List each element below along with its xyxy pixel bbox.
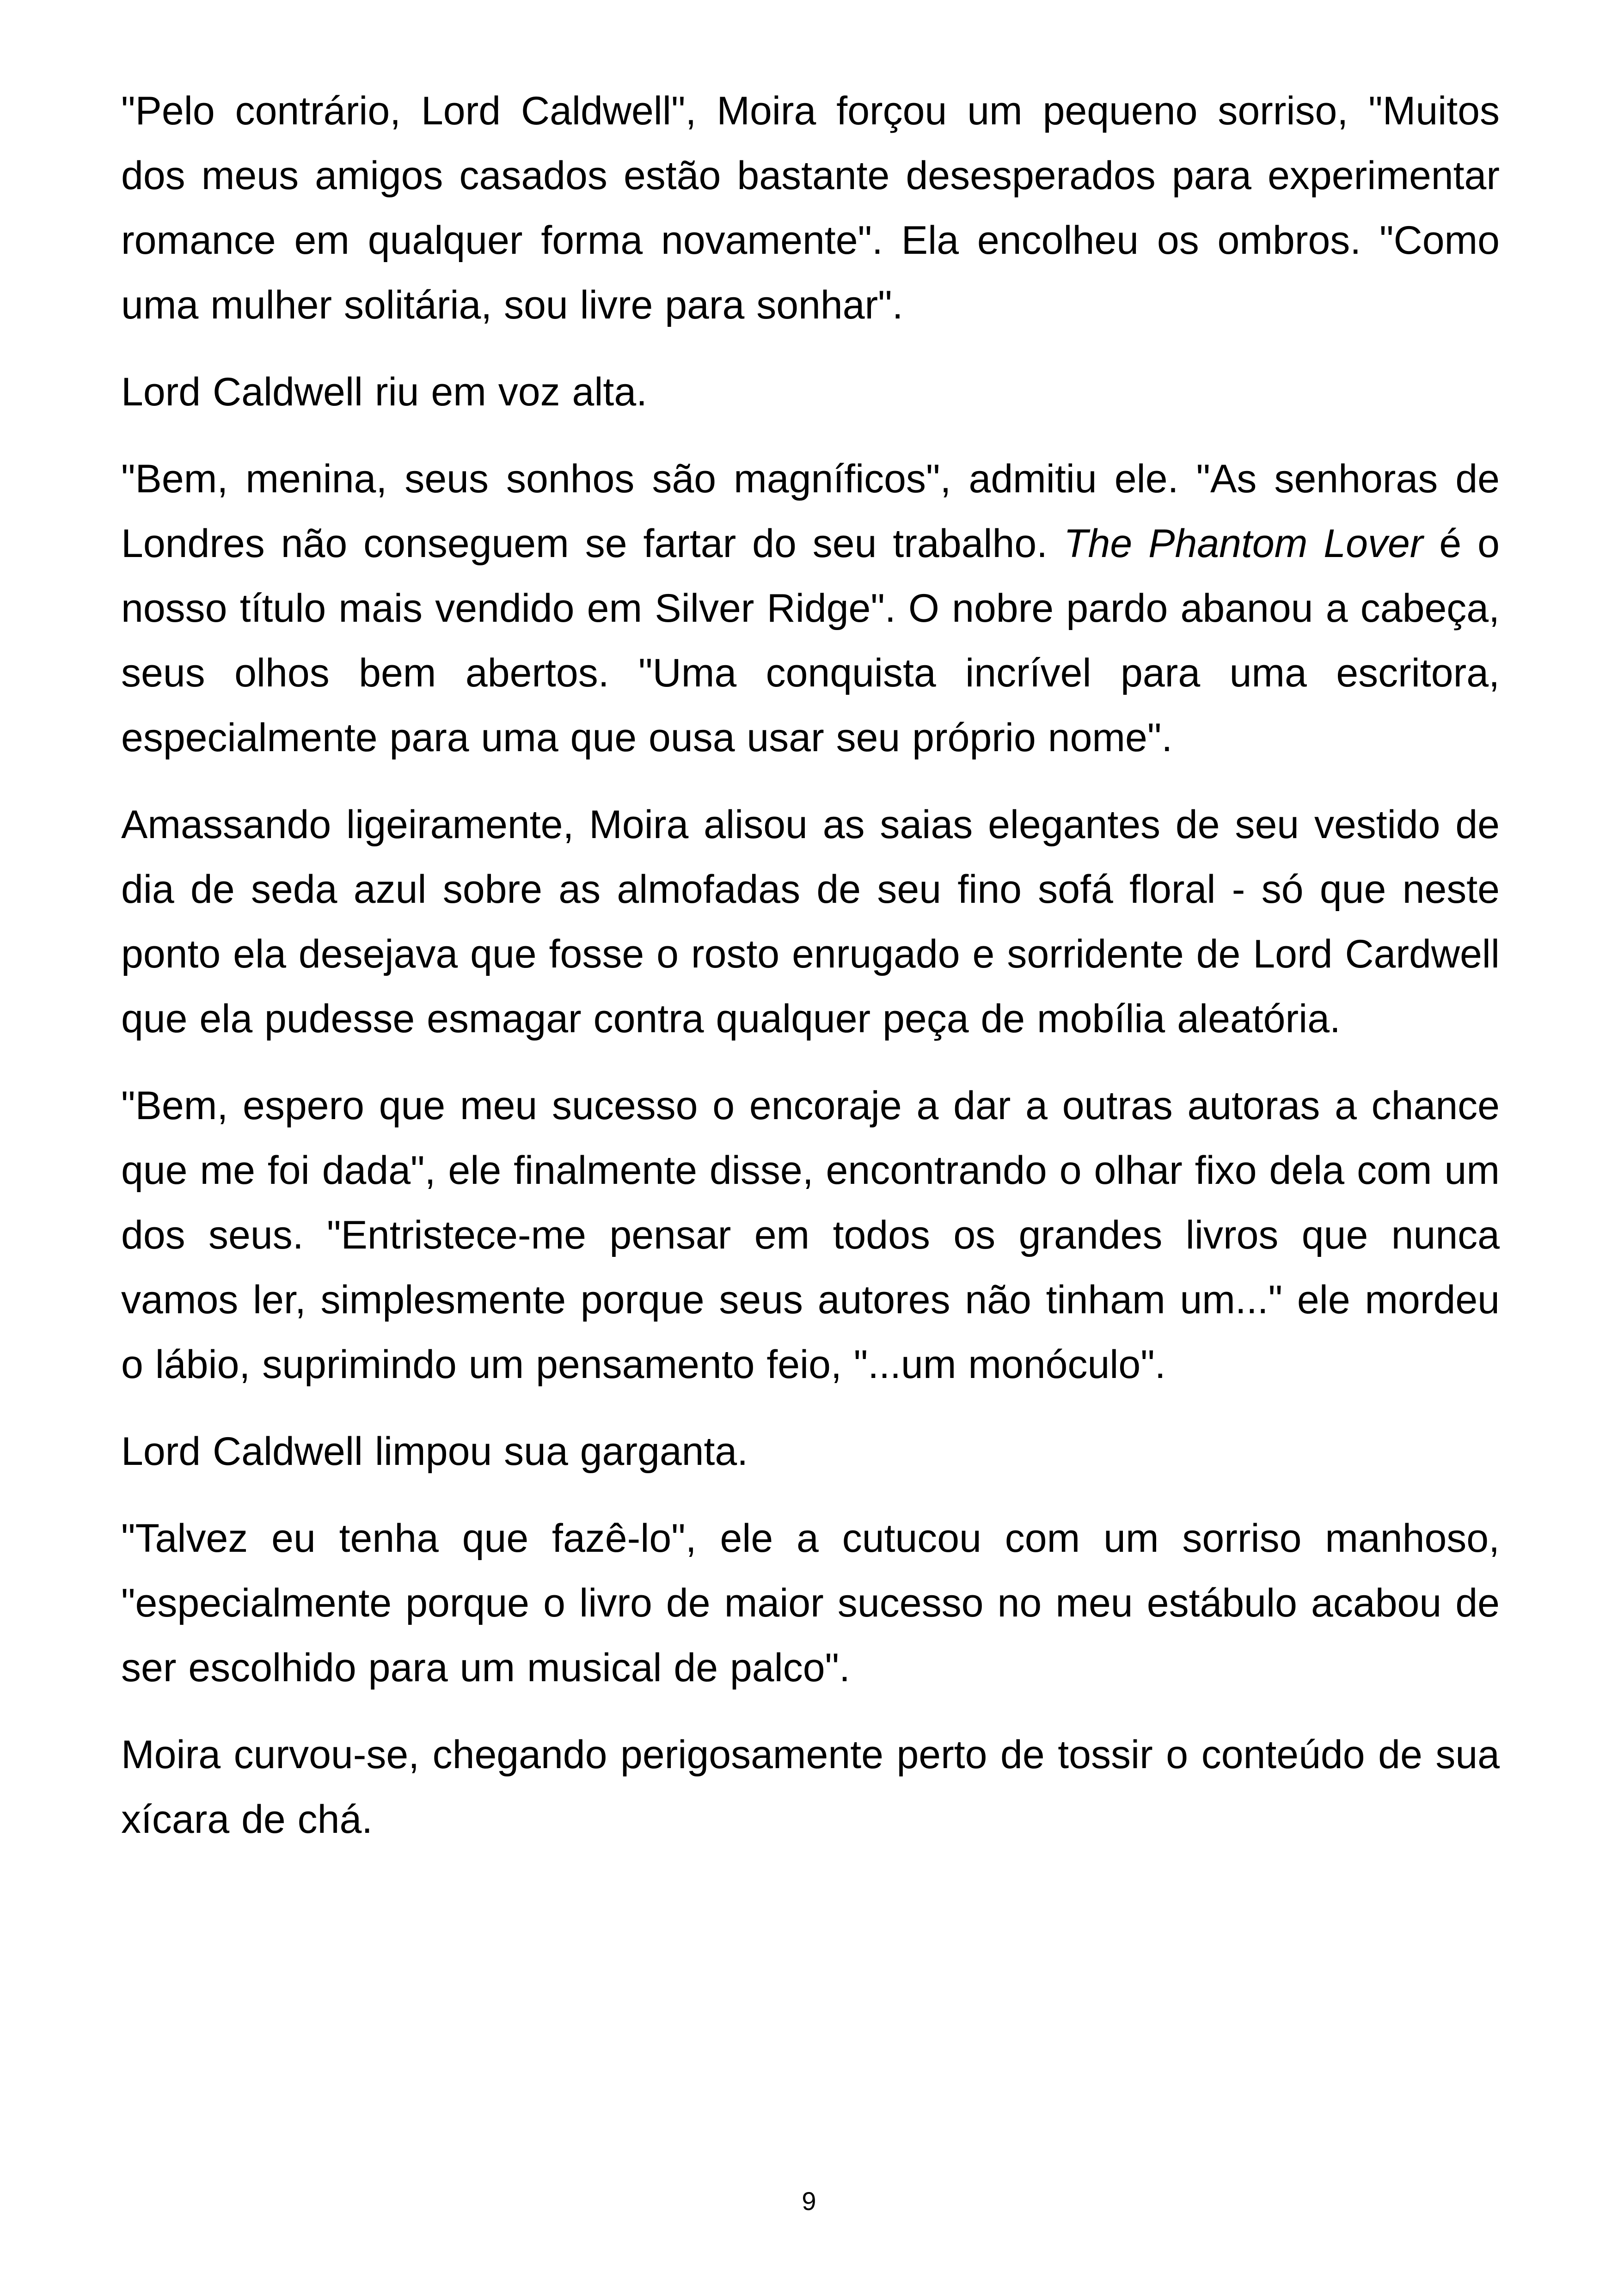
paragraph-text: Amassando ligeiramente, Moira alisou as saias elegantes de seu vestido de dia de seda azul sobre as almofadas de seu fino sofá floral - só que neste ponto ela desejava que fosse o rosto enrugado e sorridente de Lord Cardwell que ela pudesse esmagar contra qualquer peça de mobília aleatória. xyxy=(121,802,1500,1041)
paragraph xyxy=(121,1073,1500,1397)
paragraph-text: Moira curvou-se, chegando perigosamente perto de tossir o conteúdo de sua xícara de chá. xyxy=(121,1733,1500,1842)
page-number: 9 xyxy=(802,2186,816,2216)
paragraph xyxy=(121,360,1500,424)
paragraph-text: "Talvez eu tenha que fazê-lo", ele a cutucou com um sorriso manhoso, "especialmente porque o livro de maior sucesso no meu estábulo acabou de ser escolhido para um musical de palco". xyxy=(121,1516,1500,1690)
paragraph xyxy=(121,792,1500,1051)
paragraph xyxy=(121,1506,1500,1700)
paragraph-text: é o nosso título mais vendido em Silver Ridge". O nobre pardo abanou a cabeça, seus olhos bem abertos. "Uma conquista incrível para uma escritora, especialmente para uma que ousa usar seu próprio nome". xyxy=(121,521,1500,760)
paragraph xyxy=(121,1722,1500,1852)
document-body xyxy=(121,79,1500,1874)
book-title-italic: The Phantom Lover xyxy=(1064,521,1423,566)
paragraph xyxy=(121,79,1500,337)
paragraph-text: Lord Caldwell limpou sua garganta. xyxy=(121,1429,748,1474)
paragraph-text: "Bem, espero que meu sucesso o encoraje a dar a outras autoras a chance que me foi dada", ele finalmente disse, encontrando o olhar fixo dela com um dos seus. "Entristece-me pensar em todos os grandes livros que nunca vamos ler, simplesmente porque seus autores não tinham um..." ele mordeu o lábio, suprimindo um pensamento feio, "...um monóculo". xyxy=(121,1084,1500,1387)
paragraph-text: "Bem, menina, seus sonhos são magníficos", admitiu ele. "As senhoras de Londres não conseguem se fartar do seu trabalho. xyxy=(121,457,1500,566)
paragraph-text: Lord Caldwell riu em voz alta. xyxy=(121,370,648,414)
paragraph-text: "Pelo contrário, Lord Caldwell", Moira forçou um pequeno sorriso, "Muitos dos meus amigos casados estão bastante desesperados para experimentar romance em qualquer forma novamente". Ela encolheu os ombros. "Como uma mulher solitária, sou livre para sonhar". xyxy=(121,89,1500,327)
paragraph xyxy=(121,1419,1500,1484)
paragraph xyxy=(121,447,1500,770)
